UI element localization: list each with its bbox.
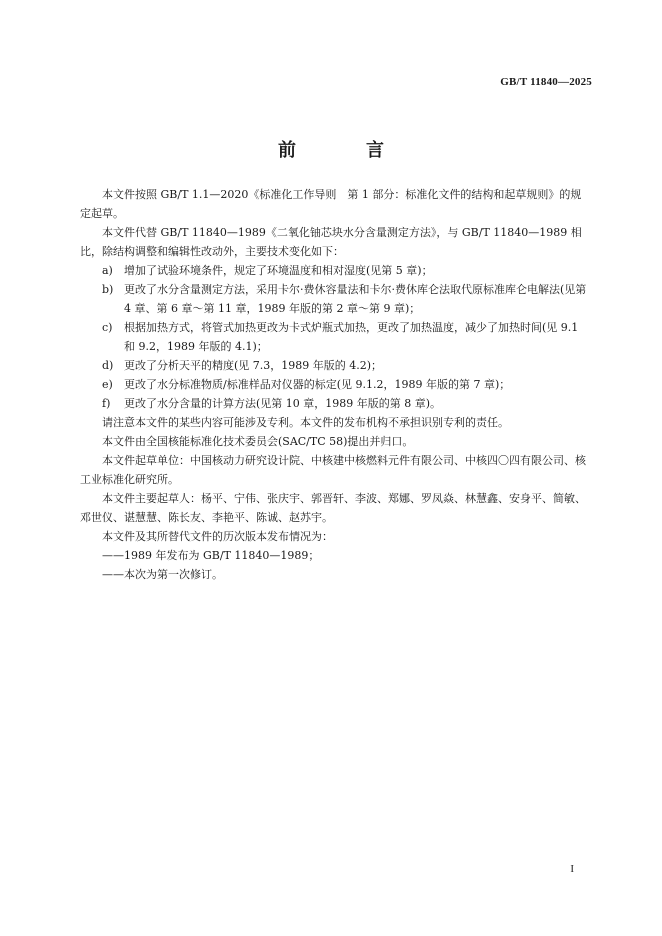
change-item-mark: a) xyxy=(102,264,113,277)
document-code: GB/T 11840—2025 xyxy=(500,76,592,88)
change-item-text: 更改了水分含量的计算方法(见第 10 章，1989 年版的第 8 章)。 xyxy=(124,397,442,410)
change-item xyxy=(80,261,592,280)
change-item-mark: b) xyxy=(102,283,114,296)
change-item xyxy=(80,318,592,356)
history-item: ——1989 年发布为 GB/T 11840—1989； xyxy=(102,549,320,562)
paragraph-patent-notice: 请注意本文件的某些内容可能涉及专利。本文件的发布机构不承担识别专利的责任。 xyxy=(102,416,509,429)
history-item: ——本次为第一次修订。 xyxy=(102,568,223,581)
change-item xyxy=(80,394,592,413)
change-item-text: 更改了分析天平的精度(见 7.3，1989 年版的 4.2)； xyxy=(124,359,383,372)
change-item-text: 更改了水分含量测定方法，采用卡尔·费休容量法和卡尔·费休库仑法取代原标准库仑电解法(见第 4 章、第 6 章～第 11 章，1989 年版的第 2 章～第 9 章)； xyxy=(124,283,587,315)
paragraph-drafting-rules: 本文件按照 GB/T 1.1—2020《标准化工作导则 第 1 部分：标准化文件的结构和起草规则》的规定起草。 xyxy=(80,188,582,220)
paragraph-drafters: 本文件主要起草人：杨平、宁伟、张庆宇、郭晋轩、李波、郑娜、罗凤焱、林慧鑫、安身平、简敏、邓世仪、谌慧慧、陈长友、李艳平、陈诚、赵苏宇。 xyxy=(80,492,586,524)
change-item-text: 根据加热方式，将管式加热更改为卡式炉瓶式加热，更改了加热温度，减少了加热时间(见 9.1 和 9.2，1989 年版的 4.1)； xyxy=(124,321,579,353)
change-item xyxy=(80,375,592,394)
change-item xyxy=(80,280,592,318)
change-item-mark: e) xyxy=(102,378,113,391)
paragraph-drafting-units: 本文件起草单位：中国核动力研究设计院、中核建中核燃料元件有限公司、中核四〇四有限公司、核工业标准化研究所。 xyxy=(80,454,586,486)
change-item-mark: d) xyxy=(102,359,114,372)
paragraph-history-intro: 本文件及其所替代文件的历次版本发布情况为： xyxy=(102,530,333,543)
page-number: I xyxy=(570,863,574,875)
change-item-mark: f) xyxy=(102,397,111,410)
change-item-mark: c) xyxy=(102,321,113,334)
change-item-text: 增加了试验环境条件，规定了环境温度和相对湿度(见第 5 章)； xyxy=(124,264,433,277)
change-item-text: 更改了水分标准物质/标准样品对仪器的标定(见 9.1.2，1989 年版的第 7 章)； xyxy=(124,378,511,391)
paragraph-committee: 本文件由全国核能标准化技术委员会(SAC/TC 58)提出并归口。 xyxy=(102,435,414,448)
change-item xyxy=(80,356,592,375)
paragraph-replacement: 本文件代替 GB/T 11840—1989《二氧化铀芯块水分含量测定方法》，与 GB/T 11840—1989 相比，除结构调整和编辑性改动外，主要技术变化如下： xyxy=(80,226,582,258)
page-title: 前 言 xyxy=(278,140,410,161)
foreword-body xyxy=(80,185,592,584)
